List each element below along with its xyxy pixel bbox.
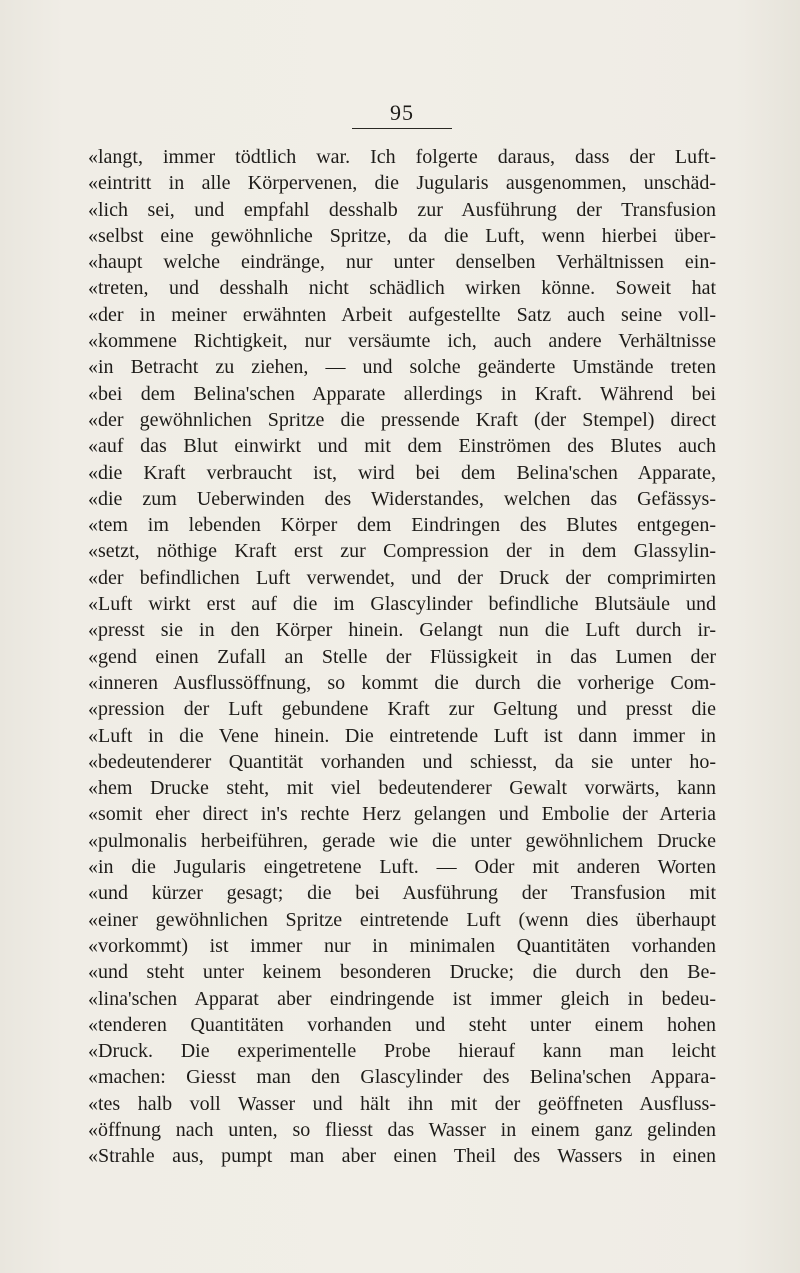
text-line: «Luft wirkt erst auf die im Glascylinder befindliche Blutsäule und xyxy=(88,593,716,616)
text-line: «die Kraft verbraucht ist, wird bei dem Belina'schen Apparate, xyxy=(88,461,716,484)
body-text xyxy=(88,144,716,1170)
text-line: «haupt welche eindränge, nur unter denselben Verhältnissen ein- xyxy=(88,251,716,274)
text-line: «der gewöhnlichen Spritze die pressende Kraft (der Stempel) direct xyxy=(88,408,716,431)
text-line: «und kürzer gesagt; die bei Ausführung der Transfusion mit xyxy=(88,882,716,905)
page-number: 95 xyxy=(390,100,414,125)
text-line: «öffnung nach unten, so fliesst das Wasser in einem ganz gelinden xyxy=(88,1118,716,1141)
text-line: «presst sie in den Körper hinein. Gelangt nun die Luft durch ir- xyxy=(88,619,716,642)
text-line: «lina'schen Apparat aber eindringende ist immer gleich in bedeu- xyxy=(88,987,716,1010)
text-line: «treten, und desshalh nicht schädlich wirken könne. Soweit hat xyxy=(88,277,716,300)
text-line: «und steht unter keinem besonderen Drucke; die durch den Be- xyxy=(88,961,716,984)
text-line: «bei dem Belina'schen Apparate allerdings in Kraft. Während bei xyxy=(88,382,716,405)
text-line: «pression der Luft gebundene Kraft zur Geltung und presst die xyxy=(88,698,716,721)
header-rule xyxy=(352,128,452,129)
text-line: «der in meiner erwähnten Arbeit aufgestellte Satz auch seine voll- xyxy=(88,303,716,326)
text-line: «somit eher direct in's rechte Herz gelangen und Embolie der Arteria xyxy=(88,803,716,826)
text-line: «Druck. Die experimentelle Probe hierauf kann man leicht xyxy=(88,1040,716,1063)
text-line: «in die Jugularis eingetretene Luft. — Oder mit anderen Worten xyxy=(88,856,716,879)
text-line: «machen: Giesst man den Glascylinder des Belina'schen Appara- xyxy=(88,1066,716,1089)
text-line: «hem Drucke steht, mit viel bedeutenderer Gewalt vorwärts, kann xyxy=(88,777,716,800)
text-line: «lich sei, und empfahl desshalb zur Ausführung der Transfusion xyxy=(88,198,716,221)
text-line: «pulmonalis herbeiführen, gerade wie die unter gewöhnlichem Drucke xyxy=(88,829,716,852)
text-line: «kommene Richtigkeit, nur versäumte ich, auch andere Verhältnisse xyxy=(88,330,716,353)
text-line: «auf das Blut einwirkt und mit dem Einströmen des Blutes auch xyxy=(88,435,716,458)
text-line: «setzt, nöthige Kraft erst zur Compression der in dem Glassylin- xyxy=(88,540,716,563)
text-line: «die zum Ueberwinden des Widerstandes, welchen das Gefässys- xyxy=(88,487,716,510)
text-line: «eintritt in alle Körpervenen, die Jugularis ausgenommen, unschäd- xyxy=(88,172,716,195)
text-line: «selbst eine gewöhnliche Spritze, da die Luft, wenn hierbei über- xyxy=(88,224,716,247)
text-line: «tem im lebenden Körper dem Eindringen des Blutes entgegen- xyxy=(88,514,716,537)
text-line: «tes halb voll Wasser und hält ihn mit der geöffneten Ausfluss- xyxy=(88,1092,716,1115)
text-line: «der befindlichen Luft verwendet, und der Druck der comprimirten xyxy=(88,566,716,589)
text-line: «tenderen Quantitäten vorhanden und steht unter einem hohen xyxy=(88,1013,716,1036)
text-line: «Luft in die Vene hinein. Die eintretende Luft ist dann immer in xyxy=(88,724,716,747)
text-line: «Strahle aus, pumpt man aber einen Theil des Wassers in einen xyxy=(88,1145,716,1168)
text-line: «einer gewöhnlichen Spritze eintretende Luft (wenn dies überhaupt xyxy=(88,908,716,931)
text-line: «langt, immer tödtlich war. Ich folgerte daraus, dass der Luft- xyxy=(88,146,716,168)
text-line: «vorkommt) ist immer nur in minimalen Quantitäten vorhanden xyxy=(88,934,716,957)
text-line: «gend einen Zufall an Stelle der Flüssigkeit in das Lumen der xyxy=(88,645,716,668)
text-line: «in Betracht zu ziehen, — und solche geänderte Umstände treten xyxy=(88,356,716,379)
text-line: «bedeutenderer Quantität vorhanden und schiesst, da sie unter ho- xyxy=(88,750,716,773)
text-line: «inneren Ausflussöffnung, so kommt die durch die vorherige Com- xyxy=(88,671,716,694)
